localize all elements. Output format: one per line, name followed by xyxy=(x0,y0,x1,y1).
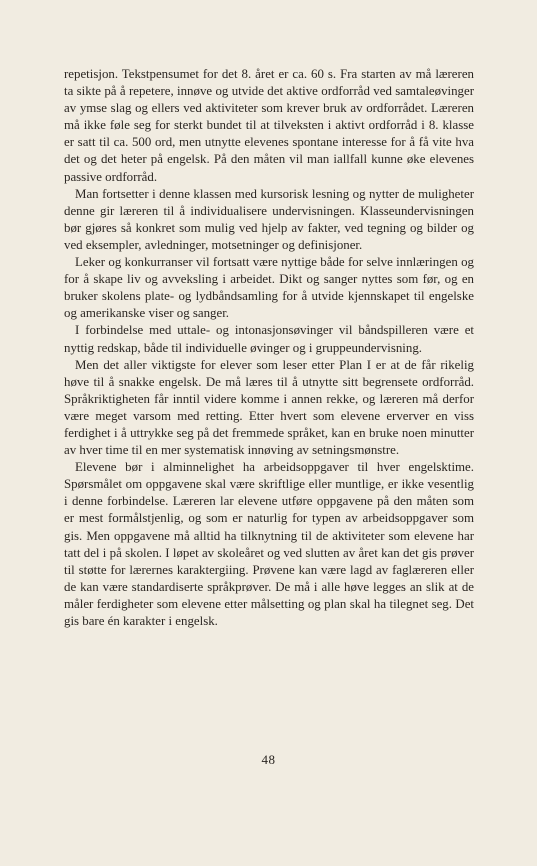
paragraph-3: Leker og konkurranser vil fortsatt være nyttige både for selve innlæringen og for å skape liv og avveksling i arbeidet. Dikt og sanger nyttes som før, og en bruker skolens plate- og lydbåndsamling for å utvide kjennskapet til engelske og amerikanske viser og sanger. xyxy=(64,255,474,321)
paragraph-5: Men det aller viktigste for elever som leser etter Plan I er at de får rikelig høve til å snakke engelsk. De må læres til å utnytte sitt begrensete ordforråd. Språkriktigheten får inntil videre komme i annen rekke, og læreren må derfor være meget varsom med retting. Etter hvert som elevene erverver en viss ferdighet i å uttrykke seg på det fremmede språket, kan en bruke noen minutter av hver time til en mer systematisk innøving av setningsmønstre. xyxy=(64,357,474,458)
body-text xyxy=(64,66,474,630)
paragraph-6: Elevene bør i alminnelighet ha arbeidsoppgaver til hver engelsktime. Spørsmålet om oppgavene skal være skriftlige eller muntlige, er ikke vesentlig i denne forbindelse. Læreren lar elevene utføre oppgavene på den måten som er mest formålstjenlig, og som er naturlig for typen av arbeidsoppgaver som gis. Men oppgavene må alltid ha tilknytning til de aktiviteter som elevene har tatt del i på skolen. I løpet av skoleåret og ved slutten av året kan det gis prøver til støtte for lærernes karaktergiing. Prøvene kan være lagd av faglæreren eller de kan være standardiserte språkprøver. De må i alle høve legges an slik at de måler ferdigheter som elevene etter målsetting og plan skal ha tilegnet seg. Det gis bare én karakter i engelsk. xyxy=(64,460,474,628)
paragraph-4: I forbindelse med uttale- og intonasjonsøvinger vil båndspilleren være et nyttig redskap, både til individuelle øvinger og i gruppeundervisning. xyxy=(64,323,474,355)
paragraph-2: Man fortsetter i denne klassen med kursorisk lesning og nytter de muligheter denne gir læreren til å individualisere undervisningen. Klasseundervisningen bør gjøres så konkret som mulig ved hjelp av fakter, ved tegning og bilder og ved eksempler, avledninger, motsetninger og definisjoner. xyxy=(64,186,474,252)
page-number: 48 xyxy=(261,752,276,767)
paragraph-1: repetisjon. Tekstpensumet for det 8. året er ca. 60 s. Fra starten av må læreren ta sikte på å repetere, innøve og utvide det aktive ordforråd ved samtaleøvinger av ymse slag og ellers ved aktiviteter som krever bruk av ordforrådet. Læreren må ikke føle seg for sterkt bundet til at tilveksten i aktivt ordforråd i 8. klasse er satt til ca. 500 ord, men utnytte elevenes spontane interesse for å få vite hva det og det heter på engelsk. På den måten vil man iallfall kunne øke elevenes passive ordforråd. xyxy=(64,67,474,184)
